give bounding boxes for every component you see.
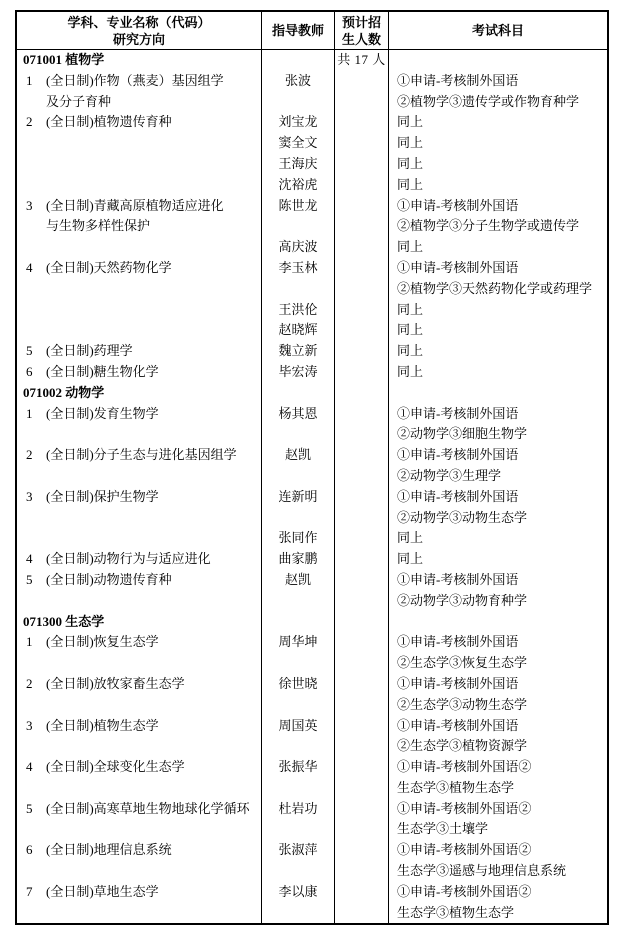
enrollment-count [335, 632, 388, 653]
advisor-name [262, 736, 334, 757]
exam-subjects-line: 同上 [397, 155, 424, 171]
direction-text: (全日制)植物遗传育种 [46, 114, 172, 130]
exam-subjects-line: ②动物学③动物生态学 [397, 509, 528, 525]
research-direction [17, 591, 261, 612]
advisor-name [262, 653, 334, 674]
entry-number: 2 [26, 447, 33, 463]
research-direction [17, 216, 261, 237]
research-direction [17, 799, 261, 820]
entry-number: 6 [26, 363, 33, 379]
direction-text: 及分子育种 [46, 93, 112, 109]
research-direction [17, 424, 261, 445]
table-body [17, 50, 607, 923]
advisor-name [262, 279, 334, 300]
advisor-name: 王海庆 [278, 155, 318, 171]
advisor-name: 李以康 [278, 883, 318, 899]
advisor-name [262, 819, 334, 840]
exam-subjects-line: ①申请-考核制外国语 [397, 447, 519, 463]
section-code-title [17, 50, 261, 71]
advisor-name: 王洪伦 [278, 301, 318, 317]
advisor-name: 连新明 [278, 488, 318, 504]
research-direction [17, 549, 261, 570]
direction-text: 与生物多样性保护 [46, 218, 151, 234]
research-direction [17, 466, 261, 487]
enrollment-count [335, 424, 388, 445]
research-direction [17, 341, 261, 362]
enrollment-count [335, 154, 388, 175]
enrollment-count [335, 882, 388, 903]
advisor-name [262, 695, 334, 716]
direction-text: (全日制)高寒草地生物地球化学循环 [46, 800, 250, 816]
advisor-name: 毕宏涛 [278, 363, 318, 379]
header-advisor-label: 指导教师 [271, 23, 324, 38]
research-direction [17, 903, 261, 924]
header-exam-column [389, 12, 607, 49]
advisor-name [262, 778, 334, 799]
enrollment-count [335, 695, 388, 716]
section-code-title [17, 383, 261, 404]
column-enrollment [335, 50, 389, 923]
research-direction [17, 445, 261, 466]
advisor-name [262, 383, 334, 404]
direction-text: (全日制)作物（燕麦）基因组学 [46, 72, 224, 88]
entry-number: 5 [26, 571, 33, 587]
research-direction [17, 778, 261, 799]
advisor-name: 高庆波 [278, 239, 318, 255]
entry-number: 1 [26, 634, 33, 650]
exam-subjects-line: ①申请-考核制外国语 [397, 675, 519, 691]
direction-text: (全日制)地理信息系统 [46, 842, 172, 858]
research-direction [17, 258, 261, 279]
exam-subjects-line: ①申请-考核制外国语 [397, 488, 519, 504]
advisor-name [262, 216, 334, 237]
research-direction [17, 320, 261, 341]
exam-subjects-line: ②生态学③恢复生态学 [397, 655, 528, 671]
research-direction [17, 819, 261, 840]
header-subject-line1: 学科、专业名称（代码） [67, 14, 211, 30]
header-enrollment-column [335, 12, 389, 49]
enrollment-count [335, 466, 388, 487]
research-direction [17, 840, 261, 861]
direction-text: (全日制)植物生态学 [46, 717, 159, 733]
advisor-name [262, 92, 334, 113]
enrollment-count [335, 778, 388, 799]
advisor-name [262, 508, 334, 529]
direction-text: (全日制)动物遗传育种 [46, 571, 172, 587]
research-direction [17, 695, 261, 716]
exam-subjects-line: ②生态学③植物资源学 [397, 738, 528, 754]
enrollment-count [335, 612, 388, 633]
advisor-name: 杜岩功 [278, 800, 318, 816]
advisor-name [262, 903, 334, 924]
enrollment-count [335, 216, 388, 237]
header-enrollment-line2: 生人数 [341, 31, 381, 47]
header-subject-column [17, 12, 262, 49]
direction-text: (全日制)天然药物化学 [46, 259, 172, 275]
exam-subjects-line: ①申请-考核制外国语 [397, 405, 519, 421]
direction-text: (全日制)糖生物化学 [46, 363, 159, 379]
direction-text: (全日制)药理学 [46, 343, 133, 359]
exam-subjects-line: 同上 [397, 135, 424, 151]
exam-subjects-line: ②植物学③分子生物学或遗传学 [397, 218, 580, 234]
exam-subjects-line [389, 612, 607, 633]
entry-number: 4 [26, 551, 33, 567]
advisor-name: 徐世晓 [278, 675, 318, 691]
research-direction [17, 736, 261, 757]
enrollment-count [335, 591, 388, 612]
enrollment-count [335, 903, 388, 924]
research-direction [17, 487, 261, 508]
entry-number: 1 [26, 72, 33, 88]
header-subject-line2: 研究方向 [112, 31, 165, 47]
research-direction [17, 279, 261, 300]
enrollment-count [335, 279, 388, 300]
research-direction [17, 716, 261, 737]
research-direction [17, 653, 261, 674]
column-advisors [262, 50, 335, 923]
exam-subjects-line: ①申请-考核制外国语 [397, 634, 519, 650]
enrollment-count [335, 840, 388, 861]
exam-subjects-line [389, 50, 607, 71]
advisor-name: 曲家鹏 [278, 551, 318, 567]
exam-subjects-line: ①申请-考核制外国语② [397, 800, 532, 816]
direction-text: (全日制)保护生物学 [46, 488, 159, 504]
research-direction [17, 71, 261, 92]
exam-subjects-line: ①申请-考核制外国语 [397, 197, 519, 213]
enrollment-count [335, 362, 388, 383]
exam-subjects-line: 生态学③遥感与地理信息系统 [397, 863, 567, 879]
enrollment-count [335, 237, 388, 258]
exam-subjects-line: ②植物学③天然药物化学或药理学 [397, 280, 593, 296]
entry-number: 2 [26, 114, 33, 130]
advisor-name: 赵晓辉 [278, 322, 318, 338]
research-direction [17, 362, 261, 383]
entry-number: 4 [26, 759, 33, 775]
advisor-name: 张淑萍 [278, 842, 318, 858]
exam-subjects-line: 同上 [397, 176, 424, 192]
exam-subjects-line: ②动物学③生理学 [397, 467, 502, 483]
direction-text: (全日制)分子生态与进化基因组学 [46, 447, 237, 463]
advisor-name: 赵凯 [284, 447, 311, 463]
research-direction [17, 674, 261, 695]
advisor-name: 窦全文 [278, 135, 318, 151]
advisor-name: 陈世龙 [278, 197, 318, 213]
advisor-name: 杨其恩 [278, 405, 318, 421]
exam-subjects-line: ①申请-考核制外国语 [397, 571, 519, 587]
research-direction [17, 757, 261, 778]
direction-text: (全日制)发育生物学 [46, 405, 159, 421]
column-exam-subjects [389, 50, 607, 923]
exam-subjects-line: ①申请-考核制外国语② [397, 842, 532, 858]
research-direction [17, 196, 261, 217]
exam-subjects-line: 同上 [397, 551, 424, 567]
entry-number: 5 [26, 800, 33, 816]
direction-text: (全日制)青藏高原植物适应进化 [46, 197, 224, 213]
entry-number: 6 [26, 842, 33, 858]
research-direction [17, 882, 261, 903]
direction-text: (全日制)恢复生态学 [46, 634, 159, 650]
admissions-table [15, 10, 609, 925]
advisor-name [262, 50, 334, 71]
entry-number: 5 [26, 343, 33, 359]
exam-subjects-line: ①申请-考核制外国语 [397, 259, 519, 275]
research-direction [17, 112, 261, 133]
research-direction [17, 861, 261, 882]
research-direction [17, 133, 261, 154]
advisor-name: 张振华 [278, 759, 318, 775]
enrollment-count [335, 383, 388, 404]
enrollment-count [335, 653, 388, 674]
enrollment-count [335, 258, 388, 279]
enrollment-count [335, 736, 388, 757]
enrollment-count [335, 300, 388, 321]
advisor-name: 沈裕虎 [278, 176, 318, 192]
exam-subjects-line: 同上 [397, 114, 424, 130]
enrollment-count [335, 549, 388, 570]
direction-text: (全日制)全球变化生态学 [46, 759, 185, 775]
advisor-name [262, 861, 334, 882]
enrollment-count [335, 175, 388, 196]
direction-text: 071002 动物学 [23, 384, 105, 400]
advisor-name: 周国英 [278, 717, 318, 733]
research-direction [17, 404, 261, 425]
research-direction [17, 300, 261, 321]
research-direction [17, 175, 261, 196]
enrollment-count [335, 508, 388, 529]
entry-number: 4 [26, 259, 33, 275]
exam-subjects-line: ②动物学③动物育种学 [397, 592, 528, 608]
exam-subjects-line: 同上 [397, 363, 424, 379]
research-direction [17, 528, 261, 549]
advisor-name: 张同作 [278, 530, 318, 546]
exam-subjects-line: ①申请-考核制外国语 [397, 717, 519, 733]
research-direction [17, 92, 261, 113]
enrollment-count [335, 757, 388, 778]
direction-text: 071001 植物学 [23, 52, 105, 67]
exam-subjects-line: ①申请-考核制外国语② [397, 883, 532, 899]
enrollment-count [335, 799, 388, 820]
research-direction [17, 570, 261, 591]
entry-number: 3 [26, 197, 33, 213]
column-subject-direction [17, 50, 262, 923]
entry-number: 7 [26, 883, 33, 899]
exam-subjects-line: ②生态学③动物生态学 [397, 696, 528, 712]
exam-subjects-line: 同上 [397, 322, 424, 338]
entry-number: 1 [26, 405, 33, 421]
advisor-name: 赵凯 [284, 571, 311, 587]
advisor-name [262, 612, 334, 633]
section-code-title [17, 612, 261, 633]
research-direction [17, 154, 261, 175]
enrollment-count [335, 196, 388, 217]
enrollment-count [335, 92, 388, 113]
enrollment-count [335, 861, 388, 882]
enrollment-count [335, 341, 388, 362]
enrollment-count [335, 528, 388, 549]
enrollment-count [335, 674, 388, 695]
advisor-name [262, 591, 334, 612]
direction-text: (全日制)草地生态学 [46, 883, 159, 899]
enrollment-count [335, 320, 388, 341]
enrollment-count [335, 112, 388, 133]
research-direction [17, 632, 261, 653]
direction-text: 071300 生态学 [23, 613, 105, 629]
entry-number: 2 [26, 675, 33, 691]
exam-subjects-line: ②动物学③细胞生物学 [397, 426, 528, 442]
research-direction [17, 508, 261, 529]
entry-number: 3 [26, 488, 33, 504]
enrollment-count: 共 17 人 [337, 52, 386, 67]
advisor-name [262, 466, 334, 487]
enrollment-count [335, 819, 388, 840]
advisor-name: 张波 [284, 72, 311, 88]
direction-text: (全日制)动物行为与适应进化 [46, 551, 211, 567]
header-exam-label: 考试科目 [471, 23, 524, 38]
exam-subjects-line: 同上 [397, 343, 424, 359]
exam-subjects-line: 生态学③土壤学 [397, 821, 489, 837]
exam-subjects-line: 同上 [397, 239, 424, 255]
research-direction [17, 237, 261, 258]
exam-subjects-line: ①申请-考核制外国语 [397, 72, 519, 88]
entry-number: 3 [26, 717, 33, 733]
exam-subjects-line: ②植物学③遗传学或作物育种学 [397, 93, 580, 109]
advisor-name: 魏立新 [278, 343, 318, 359]
enrollment-count [335, 133, 388, 154]
advisor-name [262, 424, 334, 445]
exam-subjects-line: 同上 [397, 301, 424, 317]
advisor-name: 周华坤 [278, 634, 318, 650]
exam-subjects-line: 同上 [397, 530, 424, 546]
exam-subjects-line [389, 383, 607, 404]
table-header-row [17, 12, 607, 50]
exam-subjects-line: ①申请-考核制外国语② [397, 759, 532, 775]
enrollment-count [335, 404, 388, 425]
header-enrollment-line1: 预计招 [341, 14, 381, 30]
enrollment-count [335, 445, 388, 466]
enrollment-count [335, 716, 388, 737]
advisor-name: 李玉林 [278, 259, 318, 275]
enrollment-count [335, 570, 388, 591]
exam-subjects-line: 生态学③植物生态学 [397, 779, 515, 795]
exam-subjects-line: 生态学③植物生态学 [397, 904, 515, 920]
header-advisor-column [262, 12, 335, 49]
advisor-name: 刘宝龙 [278, 114, 318, 130]
enrollment-count [335, 71, 388, 92]
direction-text: (全日制)放牧家畜生态学 [46, 675, 185, 691]
enrollment-count [335, 487, 388, 508]
